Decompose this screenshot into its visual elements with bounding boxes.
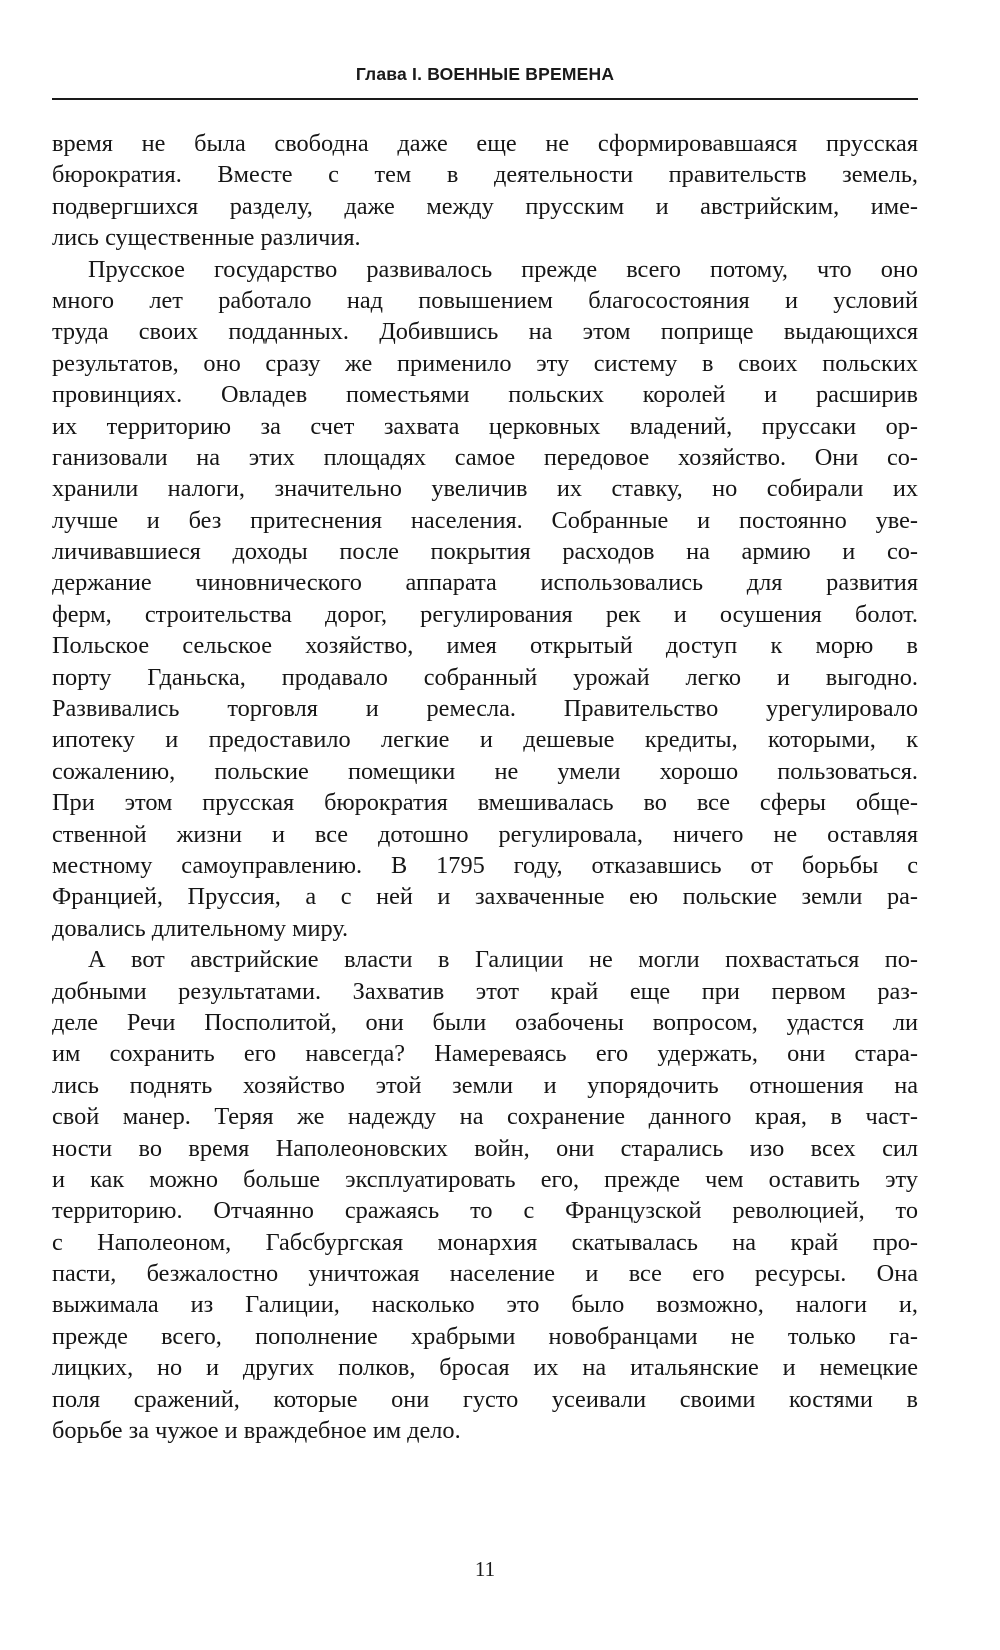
text-line: их территорию за счет захвата церковных владений, пруссаки ор- <box>52 412 918 440</box>
page-number: 11 <box>474 1557 496 1581</box>
body-text <box>52 128 918 1446</box>
text-line: свой манер. Теряя же надежду на сохранение данного края, в част- <box>52 1103 918 1131</box>
paragraph-3 <box>52 944 918 1446</box>
text-line: с Наполеоном, Габсбургская монархия скатывалась на край про- <box>52 1228 918 1256</box>
text-line: Развивались торговля и ремесла. Правительство урегулировало <box>52 695 918 723</box>
text-line: прежде всего, пополнение храбрыми новобранцами не только га- <box>52 1322 918 1350</box>
text-line: и как можно больше эксплуатировать его, прежде чем оставить эту <box>52 1165 918 1193</box>
text-line: ственной жизни и все дотошно регулировала, ничего не оставляя <box>52 820 918 848</box>
text-line: деле Речи Посполитой, они были озабочены вопросом, удастся ли <box>52 1008 918 1036</box>
header-rule <box>52 98 918 100</box>
text-line: бюрократия. Вместе с тем в деятельности правительств земель, <box>52 161 918 189</box>
text-line: провинциях. Овладев поместьями польских королей и расширив <box>52 381 918 409</box>
text-line: подвергшихся разделу, даже между прусским и австрийским, име- <box>52 192 918 220</box>
text-line: результатов, оно сразу же применило эту систему в своих польских <box>52 349 918 377</box>
text-line: При этом прусская бюрократия вмешивалась во все сферы обще- <box>52 789 918 817</box>
text-line: лицких, но и других полков, бросая их на итальянские и немецкие <box>52 1354 918 1382</box>
text-line: лись существенные различия. <box>52 224 361 252</box>
text-line: ипотеку и предоставило легкие и дешевые кредиты, которыми, к <box>52 726 918 754</box>
text-line: держание чиновнического аппарата использовались для развития <box>52 569 918 597</box>
paragraph-1 <box>52 128 918 254</box>
text-line: ности во время Наполеоновских войн, они старались изо всех сил <box>52 1134 918 1162</box>
text-line: Польское сельское хозяйство, имея открытый доступ к морю в <box>52 632 918 660</box>
text-line: А вот австрийские власти в Галиции не могли похвастаться по- <box>88 946 918 974</box>
text-line: лучше и без притеснения населения. Собранные и постоянно уве- <box>52 506 918 534</box>
text-line: борьбе за чужое и враждебное им дело. <box>52 1417 461 1445</box>
text-line: местному самоуправлению. В 1795 году, отказавшись от борьбы с <box>52 851 918 879</box>
text-line: Францией, Пруссия, а с ней и захваченные ею польские земли ра- <box>52 883 918 911</box>
text-line: сожалению, польские помещики не умели хорошо пользоваться. <box>52 757 918 785</box>
text-line: хранили налоги, значительно увеличив их ставку, но собирали их <box>52 475 918 503</box>
text-line: время не была свободна даже еще не сформировавшаяся прусская <box>52 130 918 157</box>
text-line: Прусское государство развивалось прежде всего потому, что оно <box>88 255 918 283</box>
text-line: ганизовали на этих площадях самое передовое хозяйство. Они со- <box>52 443 918 471</box>
text-line: выжимала из Галиции, насколько это было возможно, налоги и, <box>52 1291 918 1319</box>
text-line: много лет работало над повышением благосостояния и условий <box>52 286 918 314</box>
text-line: пасти, безжалостно уничтожая население и все его ресурсы. Она <box>52 1260 918 1288</box>
running-head: Глава I. ВОЕННЫЕ ВРЕМЕНА <box>355 64 615 84</box>
text-line: порту Гданьска, продавало собранный урожай легко и выгодно. <box>52 663 918 691</box>
text-line: территорию. Отчаянно сражаясь то с Французской революцией, то <box>52 1197 918 1225</box>
text-line: ферм, строительства дорог, регулирования рек и осушения болот. <box>52 600 918 628</box>
text-line: личивавшиеся доходы после покрытия расходов на армию и со- <box>52 538 918 566</box>
text-line: труда своих подданных. Добившись на этом поприще выдающихся <box>52 318 918 346</box>
text-line: довались длительному миру. <box>52 914 349 942</box>
text-line: им сохранить его навсегда? Намереваясь его удержать, они стара- <box>52 1040 918 1068</box>
text-line: лись поднять хозяйство этой земли и упорядочить отношения на <box>52 1071 918 1099</box>
text-line: добными результатами. Захватив этот край еще при первом раз- <box>52 977 918 1005</box>
text-line: поля сражений, которые они густо усеивали своими костями в <box>52 1385 918 1413</box>
paragraph-2 <box>52 254 918 945</box>
